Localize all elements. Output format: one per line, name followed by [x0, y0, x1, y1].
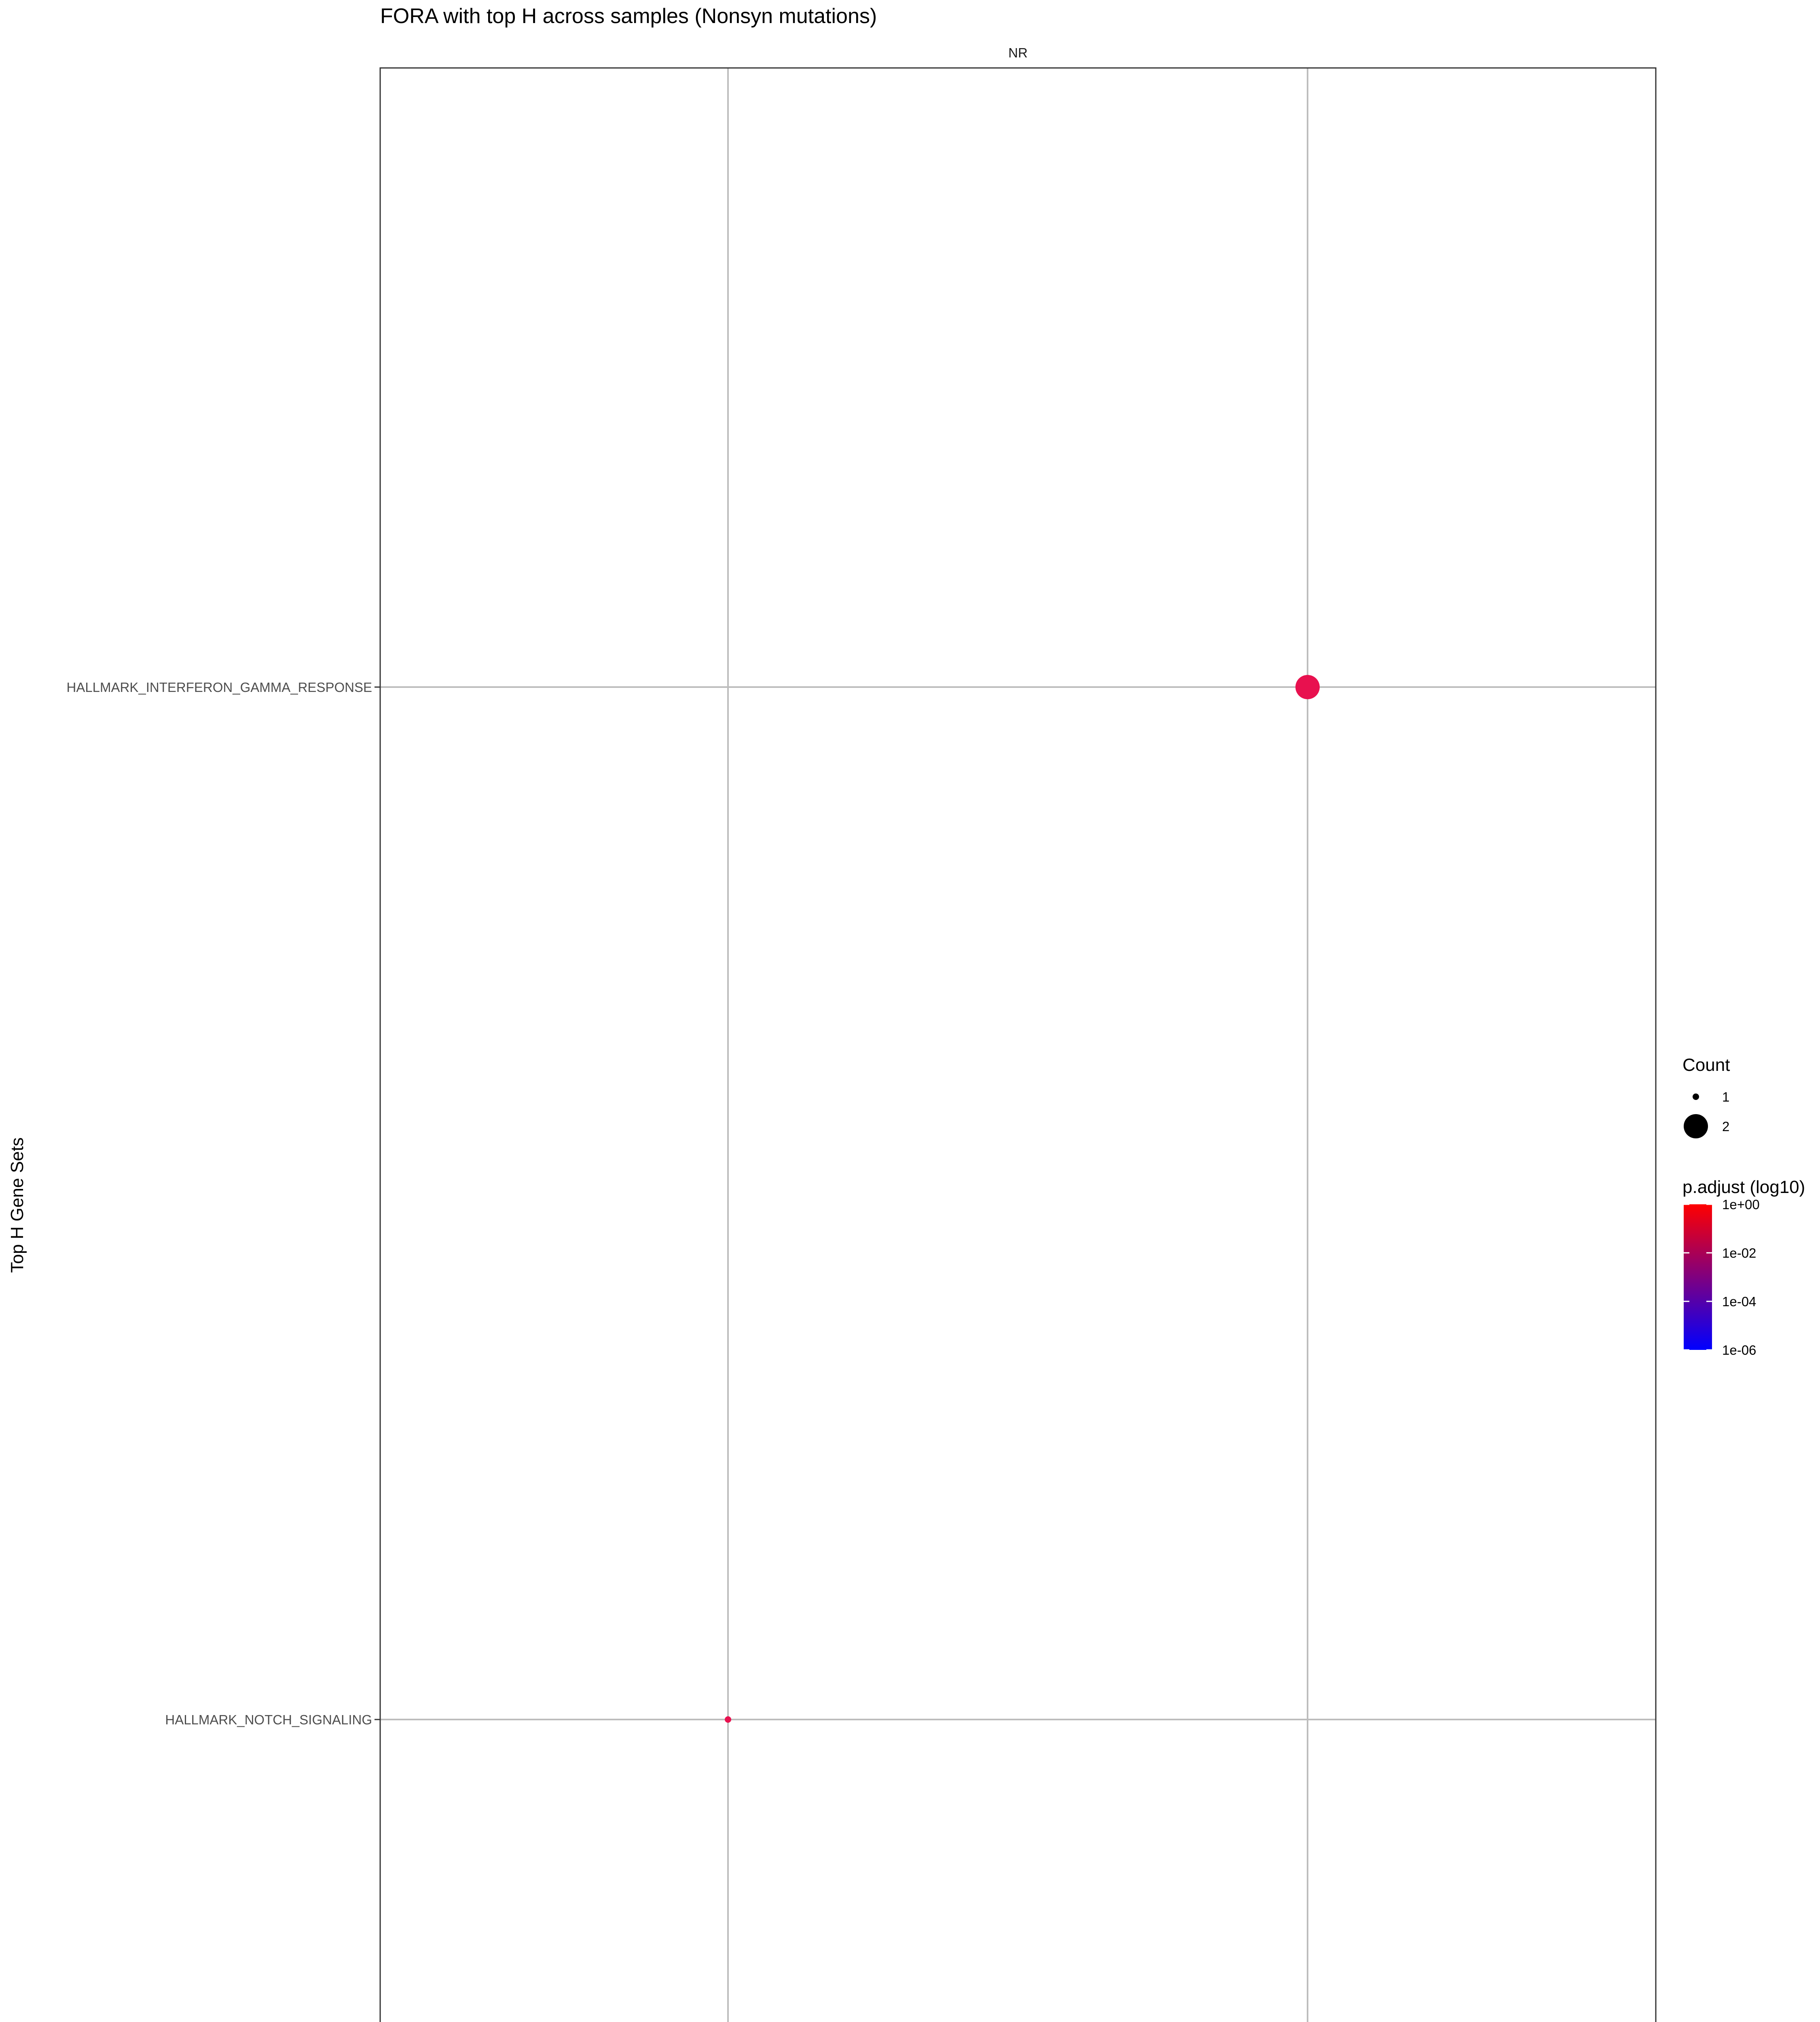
padjust-legend-title: p.adjust (log10) — [1682, 1177, 1805, 1197]
padjust-tick-label: 1e-04 — [1722, 1294, 1757, 1309]
count-legend-key — [1684, 1114, 1708, 1138]
data-point — [1295, 675, 1320, 699]
padjust-tick-label: 1e+00 — [1722, 1197, 1760, 1212]
padjust-tick-label: 1e-02 — [1722, 1246, 1757, 1261]
count-legend-label: 1 — [1722, 1089, 1730, 1104]
padjust-colorbar — [1684, 1204, 1712, 1350]
y-tick-label: HALLMARK_NOTCH_SIGNALING — [165, 1712, 372, 1727]
count-legend-label: 2 — [1722, 1119, 1730, 1134]
facet-label: NR — [1008, 45, 1028, 60]
count-legend-key — [1693, 1093, 1699, 1100]
chart-title: FORA with top H across samples (Nonsyn mutations) — [380, 4, 877, 28]
y-axis-title: Top H Gene Sets — [7, 1137, 27, 1273]
count-legend-title: Count — [1682, 1055, 1730, 1075]
y-tick-label: HALLMARK_INTERFERON_GAMMA_RESPONSE — [66, 680, 372, 695]
data-point — [725, 1716, 731, 1723]
padjust-tick-label: 1e-06 — [1722, 1343, 1757, 1358]
